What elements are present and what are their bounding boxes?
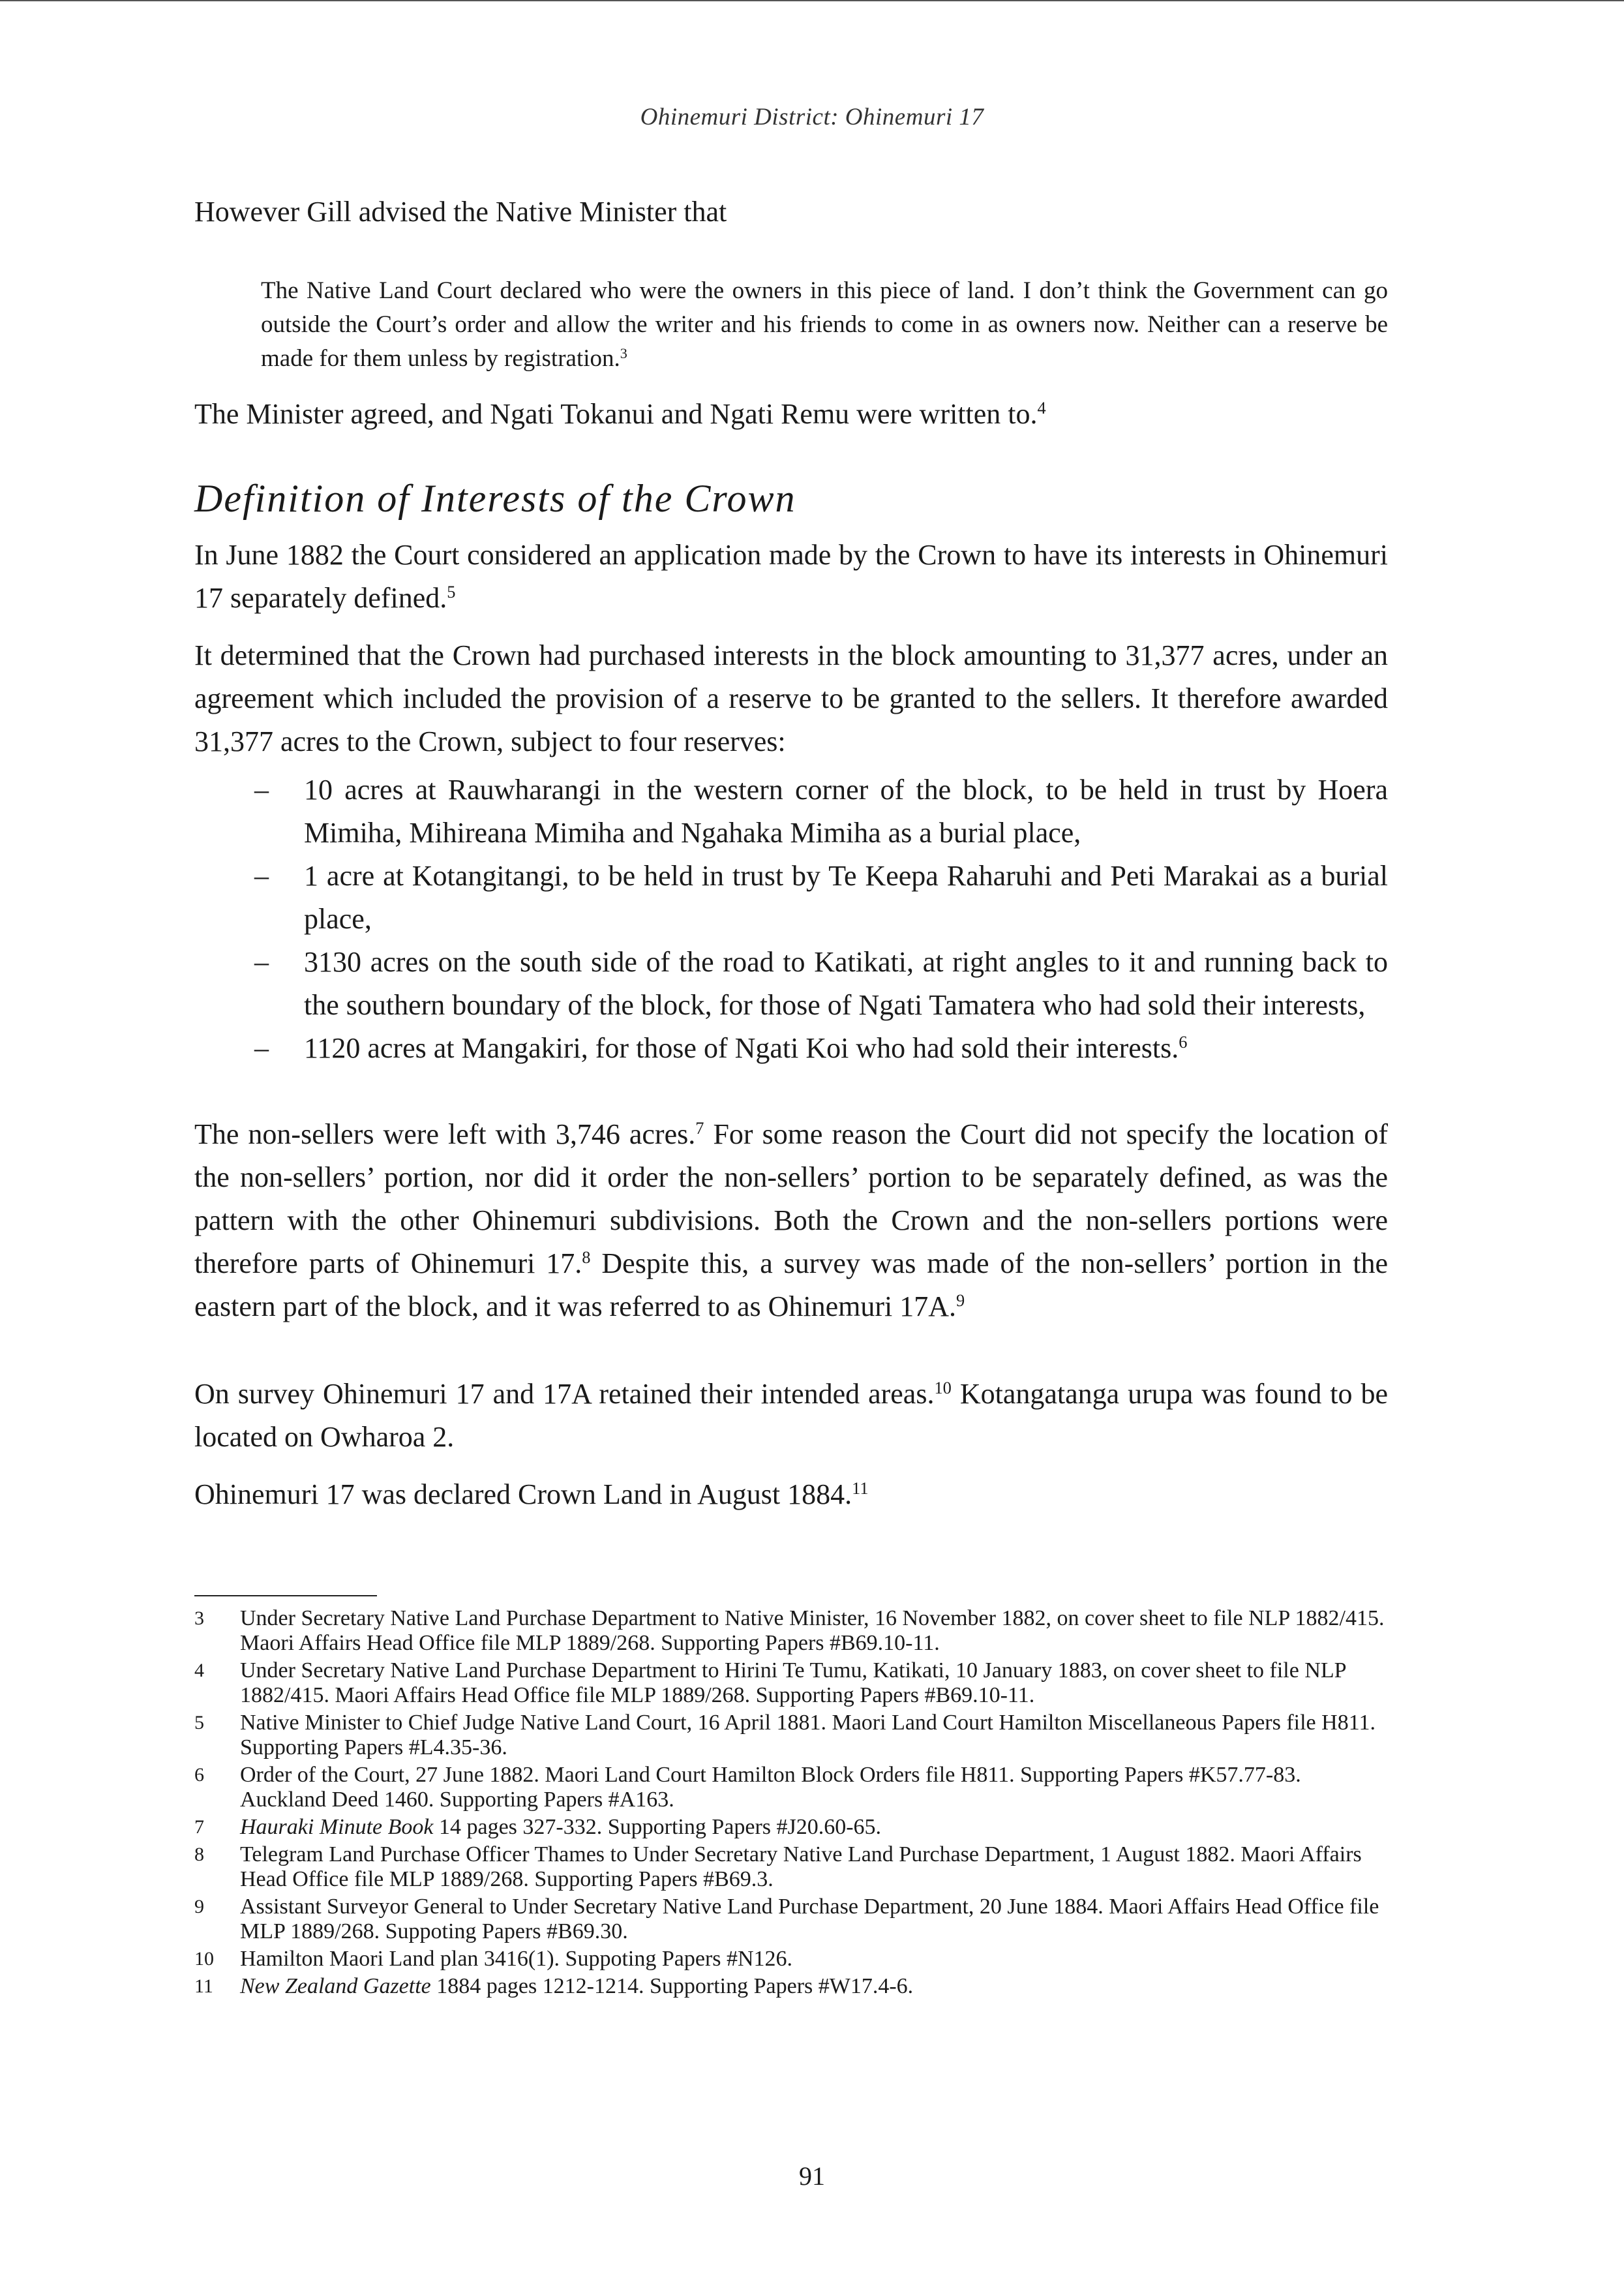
paragraph-1: In June 1882 the Court considered an application made by the Crown to have its interests in Ohinemuri 17 separately defined.$^5$: [194, 539, 1388, 614]
running-header: Ohinemuri District: Ohinemuri 17: [640, 104, 984, 130]
intro-line: However Gill advised the Native Minister that: [194, 196, 727, 228]
footnote-4: 4 Under Secretary Native Land Purchase Department to Hirini Te Tumu, Katikati, 10 January 1883, on cover sheet to file NLP 1882/415. Maori Affairs Head Office file MLP 1889/268. Supporting Papers #B69.10-11.: [194, 1658, 1346, 1707]
footnote-ref-3[interactable]: 3: [620, 344, 627, 361]
list-item: – 1120 acres at Mangakiri, for those of Ngati Koi who had sold their interests.$^6$: [254, 1032, 1188, 1064]
top-edge-rule: [0, 0, 1624, 1]
paragraph-4: On survey Ohinemuri 17 and 17A retained their intended areas.$^{10}$ Kotangatanga urupa was found to be located on Owharoa 2.: [194, 1378, 1389, 1453]
footnote-10: 10 Hamilton Maori Land plan 3416(1). Suppoting Papers #N126.: [194, 1947, 793, 1971]
footnote-ref-11[interactable]: 11: [852, 1478, 869, 1499]
footnote-11: 11 New Zealand Gazette 1884 pages 1212-1214. Supporting Papers #W17.4-6.: [194, 1974, 914, 1998]
minister-line: The Minister agreed, and Ngati Tokanui and Ngati Remu were written to.$^4$: [194, 398, 1046, 430]
page-number: 91: [799, 2161, 825, 2191]
footnote-9: 9 Assistant Surveyor General to Under Secretary Native Land Purchase Department, 20 June 1884. Maori Affairs Head Office file MLP 1889/268. Suppoting Papers #B69.30.: [194, 1895, 1379, 1943]
footnote-ref-9[interactable]: 9: [956, 1290, 965, 1311]
footnote-5: 5 Native Minister to Chief Judge Native Land Court, 16 April 1881. Maori Land Court Hamilton Miscellaneous Papers file H811. Supporting Papers #L4.35-36.: [194, 1711, 1376, 1759]
footnote-8: 8 Telegram Land Purchase Officer Thames to Under Secretary Native Land Purchase Department, 1 August 1882. Maori Affairs Head Office file MLP 1889/268. Supporting Papers #B69.3.: [194, 1842, 1362, 1891]
footnote-ref-5[interactable]: 5: [447, 582, 456, 602]
footnote-ref-8[interactable]: 8: [582, 1247, 591, 1268]
list-item: – 3130 acres on the south side of the road to Katikati, at right angles to it and running back to the southern boundary of the block, for those of Ngati Tamatera who had sold their interests,: [254, 946, 1388, 1021]
footnotes: [194, 1606, 1388, 2002]
reserves-list: [254, 769, 1388, 1070]
block-quote: The Native Land Court declared who were the owners in this piece of land. I don’t think the Government can go outside the Court’s order and allow the writer and his friends to come in as owners now. Neither can a reserve be made for them unless by registration.$^3$: [261, 277, 1388, 372]
paragraph-3: The non-sellers were left with 3,746 acres.$^7$ For some reason the Court did not specify the location of the non-sellers’ portion, nor did it order the non-sellers’ portion to be separately defined, as was the pattern with the other Ohinemuri subdivisions. Both the Crown and the non-sellers portions were therefore parts of Ohinemuri 17.$^8$ Despite this, a survey was made of the non-sellers’ portion in the eastern part of the block, and it was referred to as Ohinemuri 17A.$^9$: [194, 1118, 1388, 1322]
footnote-ref-7[interactable]: 7: [695, 1118, 704, 1138]
paragraph-5: Ohinemuri 17 was declared Crown Land in August 1884.11: [194, 1478, 869, 1510]
footnote-ref-4[interactable]: 4: [1037, 398, 1046, 418]
list-item: – 10 acres at Rauwharangi in the western corner of the block, to be held in trust by Hoera Mimiha, Mihireana Mimiha and Ngahaka Mimiha as a burial place,: [254, 774, 1388, 849]
footnote-ref-6[interactable]: 6: [1179, 1032, 1188, 1052]
footnote-3: 3 Under Secretary Native Land Purchase Department to Native Minister, 16 November 1882, on cover sheet to file NLP 1882/415. Maori Affairs Head Office file MLP 1889/268. Supporting Papers #B69.10-11.: [194, 1606, 1385, 1655]
footnote-6: 6 Order of the Court, 27 June 1882. Maori Land Court Hamilton Block Orders file H811. Supporting Papers #K57.77-83.: [194, 1763, 1301, 1787]
paragraph-2: It determined that the Crown had purchased interests in the block amounting to 31,377 acres, under an agreement which included the provision of a reserve to be granted to the sellers. It therefore awarded 31,377 acres to the Crown, subject to four reserves:: [194, 639, 1388, 757]
footnote-divider: [194, 1595, 377, 1596]
list-item: – 1 acre at Kotangitangi, to be held in trust by Te Keepa Raharuhi and Peti Marakai as a burial place,: [254, 860, 1388, 935]
section-heading: Definition of Interests of the Crown: [194, 477, 796, 520]
footnote-6-continued: Auckland Deed 1460. Supporting Papers #A163.: [240, 1788, 674, 1812]
footnote-ref-10[interactable]: 10: [934, 1378, 952, 1398]
footnote-7: 7 Hauraki Minute Book 14 pages 327-332. Supporting Papers #J20.60-65.: [194, 1815, 882, 1839]
